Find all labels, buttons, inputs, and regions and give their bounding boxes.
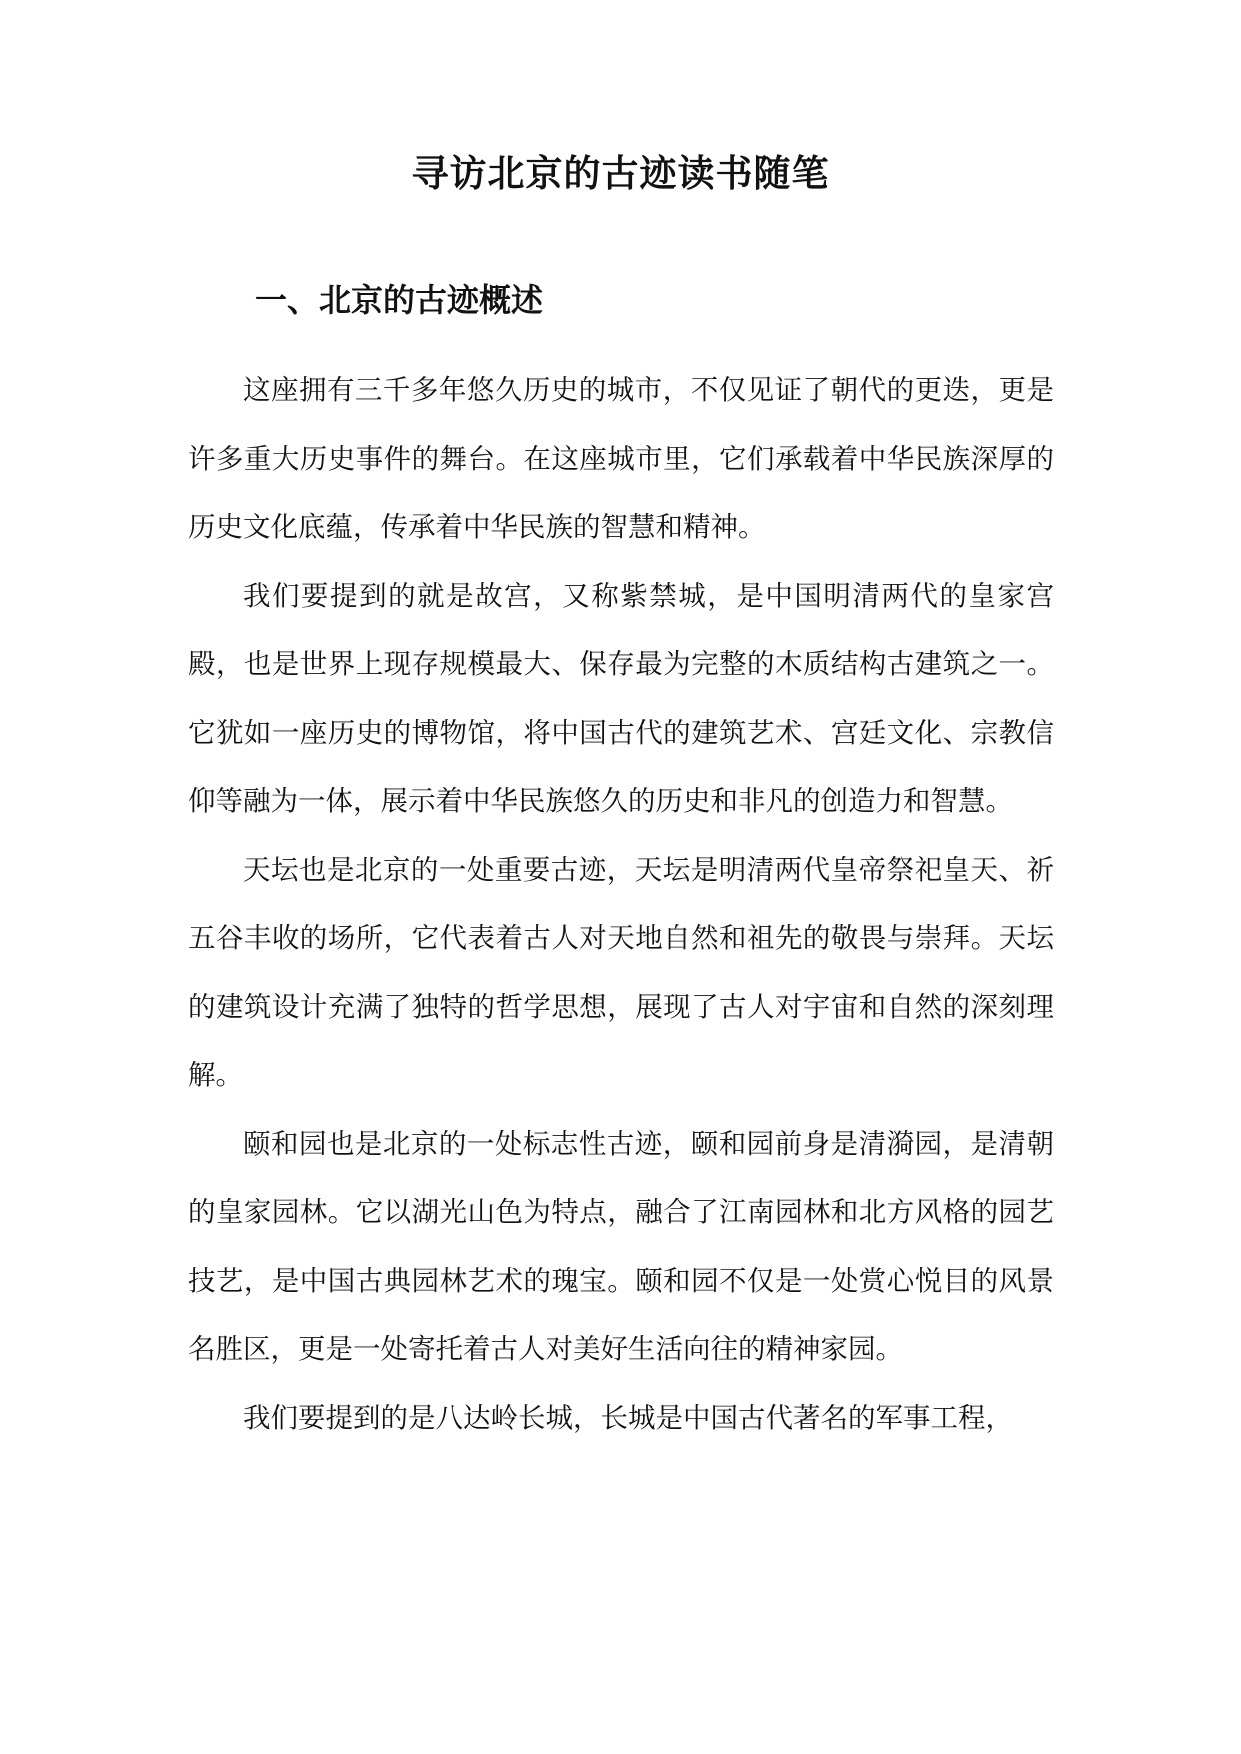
paragraph-forbidden-city: 我们要提到的就是故宫，又称紫禁城，是中国明清两代的皇家宫殿，也是世界上现存规模最大、保存最为完整的木质结构古建筑之一。它犹如一座历史的博物馆，将中国古代的建筑艺术、宫廷文化、宗教信仰等融为一体，展示着中华民族悠久的历史和非凡的创造力和智慧。 <box>188 579 1054 817</box>
document-title: 寻访北京的古迹读书随笔 <box>411 151 830 195</box>
document-body <box>188 356 1054 1452</box>
paragraph-intro: 这座拥有三千多年悠久历史的城市，不仅见证了朝代的更迭，更是许多重大历史事件的舞台。在这座城市里，它们承载着中华民族深厚的历史文化底蕴，传承着中华民族的智慧和精神。 <box>188 374 1054 543</box>
section-heading: 一、北京的古迹概述 <box>255 281 544 319</box>
paragraph-great-wall: 我们要提到的是八达岭长城，长城是中国古代著名的军事工程， <box>243 1401 1013 1434</box>
paragraph-temple-of-heaven: 天坛也是北京的一处重要古迹，天坛是明清两代皇帝祭祀皇天、祈五谷丰收的场所，它代表着古人对天地自然和祖先的敬畏与崇拜。天坛的建筑设计充满了独特的哲学思想，展现了古人对宇宙和自然的深刻理解。 <box>188 853 1054 1091</box>
paragraph-summer-palace: 颐和园也是北京的一处标志性古迹，颐和园前身是清漪园，是清朝的皇家园林。它以湖光山色为特点，融合了江南园林和北方风格的园艺技艺，是中国古典园林艺术的瑰宝。颐和园不仅是一处赏心悦目的风景名胜区，更是一处寄托着古人对美好生活向往的精神家园。 <box>188 1127 1054 1365</box>
